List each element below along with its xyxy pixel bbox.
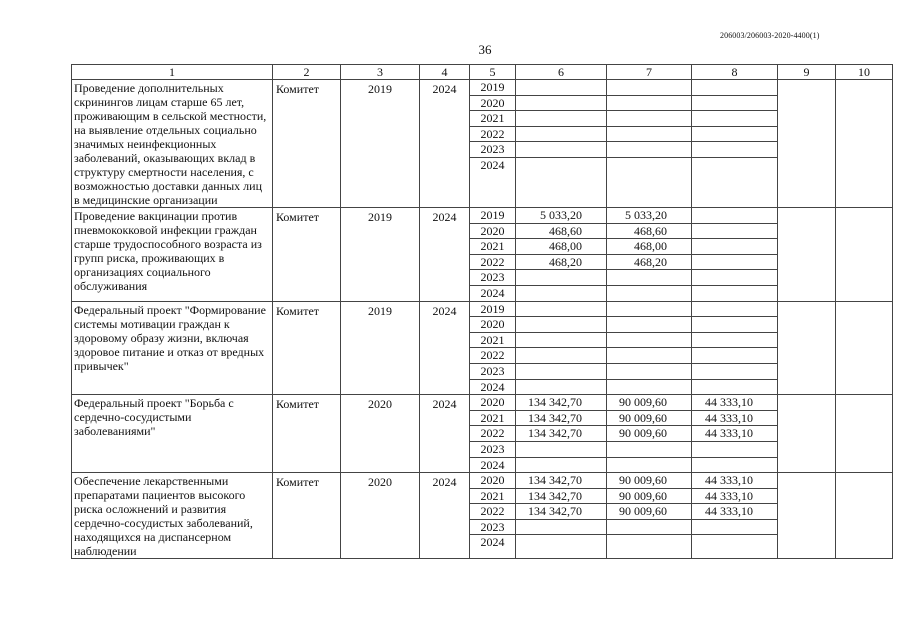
col7-list xyxy=(607,80,691,173)
col7-cell xyxy=(607,142,691,158)
years-cell: 2023 xyxy=(470,363,515,379)
years-cell: 2024 xyxy=(480,379,505,394)
col7-cell: 468,60 xyxy=(607,223,691,239)
years-cell: 2024 xyxy=(480,535,505,550)
col7-list xyxy=(607,302,691,395)
col-header: 8 xyxy=(692,65,778,80)
col8-cell xyxy=(692,457,777,472)
col7-cell xyxy=(607,285,691,300)
col6-cell xyxy=(516,379,606,394)
years-cell: 2022 xyxy=(470,126,515,142)
col6-cell xyxy=(516,317,606,333)
col7-cell xyxy=(607,301,692,395)
col7-cell: 90 009,60 xyxy=(607,410,691,426)
start-year-cell: 2019 xyxy=(341,301,420,395)
years-cell: 2021 xyxy=(470,488,515,504)
col7-cell xyxy=(607,535,691,550)
col8-cell: 44 333,10 xyxy=(692,504,777,520)
col8-cell xyxy=(692,223,777,239)
years-cell: 2020 xyxy=(470,95,515,111)
col8-list xyxy=(692,208,777,301)
col6-list xyxy=(516,302,606,395)
col-header: 3 xyxy=(341,65,420,80)
col8-cell xyxy=(692,126,777,142)
years-cell: 2022 xyxy=(470,254,515,270)
years-cell xyxy=(470,208,516,302)
col-header: 5 xyxy=(470,65,516,80)
end-year-cell: 2024 xyxy=(420,473,470,559)
executor-cell: Комитет xyxy=(273,80,341,208)
col8-cell xyxy=(692,301,778,395)
years-list xyxy=(470,395,515,472)
years-list xyxy=(470,473,515,550)
years-cell: 2021 xyxy=(470,410,515,426)
years-cell: 2023 xyxy=(470,519,515,535)
activity-name: Проведение дополнительных скринингов лицам старше 65 лет, проживающим в сельской местности, на выявление отдельных социально значимых неинфекционных заболеваний, оказывающих вклад в структуру смертности населения, с возможностью доставки данных лиц в медицинские организации xyxy=(72,80,273,208)
years-cell: 2023 xyxy=(470,441,515,457)
col8-cell xyxy=(692,519,777,535)
col6-list xyxy=(516,80,606,173)
col10-cell xyxy=(836,473,893,559)
col6-cell: 134 342,70 xyxy=(516,426,606,442)
col6-list xyxy=(516,395,606,472)
activity-name: Федеральный проект "Борьба с сердечно-сосудистыми заболеваниями" xyxy=(72,395,273,473)
years-cell xyxy=(470,395,516,473)
col8-cell xyxy=(692,363,777,379)
col7-cell xyxy=(607,332,691,348)
col6-cell: 5 033,20 xyxy=(516,208,606,223)
col7-cell: 90 009,60 xyxy=(607,473,691,488)
col7-cell xyxy=(607,363,691,379)
col7-cell xyxy=(607,111,691,127)
col6-cell xyxy=(516,363,606,379)
end-year-cell: 2024 xyxy=(420,395,470,473)
col7-cell xyxy=(607,80,692,208)
years-cell: 2022 xyxy=(470,504,515,520)
years-cell: 2023 xyxy=(470,270,515,286)
executor-cell: Комитет xyxy=(273,301,341,395)
col7-cell: 468,00 xyxy=(607,239,691,255)
col10-cell xyxy=(836,395,893,473)
page-number: 36 xyxy=(478,42,492,57)
table-row xyxy=(72,208,893,302)
col9-cell xyxy=(778,301,836,395)
table-row xyxy=(72,301,893,395)
years-cell: 2024 xyxy=(480,457,505,472)
years-cell: 2022 xyxy=(470,348,515,364)
activity-name: Обеспечение лекарственными препаратами пациентов высокого риска осложнений и развития сердечно-сосудистых заболеваний, находящихся на диспансерном наблюдении xyxy=(72,473,273,559)
years-cell: 2019 xyxy=(470,80,515,95)
col9-cell xyxy=(778,473,836,559)
col8-cell xyxy=(692,285,777,300)
col6-cell xyxy=(516,95,606,111)
col6-cell xyxy=(516,80,606,95)
col8-cell xyxy=(692,239,777,255)
col6-cell: 134 342,70 xyxy=(516,488,606,504)
col8-cell: 44 333,10 xyxy=(692,488,777,504)
col10-cell xyxy=(836,208,893,302)
col7-cell xyxy=(607,126,691,142)
col9-cell xyxy=(778,208,836,302)
col7-cell xyxy=(607,379,691,394)
col8-list xyxy=(692,473,777,550)
col10-cell xyxy=(836,301,893,395)
col6-cell xyxy=(516,302,606,317)
col6-cell xyxy=(516,270,606,286)
years-cell: 2020 xyxy=(470,317,515,333)
end-year-cell: 2024 xyxy=(420,301,470,395)
col8-cell xyxy=(692,302,777,317)
col8-cell xyxy=(692,254,777,270)
col8-cell xyxy=(692,208,778,302)
years-cell: 2019 xyxy=(470,302,515,317)
years-list xyxy=(470,302,515,395)
col6-cell: 134 342,70 xyxy=(516,473,606,488)
col7-cell xyxy=(607,270,691,286)
col8-cell xyxy=(692,157,777,172)
table-row xyxy=(72,80,893,208)
years-cell: 2024 xyxy=(480,285,505,300)
header-row xyxy=(72,65,893,80)
years-cell: 2019 xyxy=(470,208,515,223)
start-year-cell: 2020 xyxy=(341,473,420,559)
col7-cell xyxy=(607,157,691,172)
document-id: 206003/206003-2020-4400(1) xyxy=(720,31,820,40)
table-row xyxy=(72,395,893,473)
col7-cell xyxy=(607,473,692,559)
years-cell xyxy=(470,473,516,559)
executor-cell: Комитет xyxy=(273,473,341,559)
col8-cell: 44 333,10 xyxy=(692,410,777,426)
col6-cell xyxy=(516,285,606,300)
years-cell: 2020 xyxy=(470,395,515,410)
years-cell: 2023 xyxy=(470,142,515,158)
activity-name: Федеральный проект "Формирование системы мотивации граждан к здоровому образу жизни, включая здоровое питание и отказ от вредных привычек" xyxy=(72,301,273,395)
col8-cell xyxy=(692,473,778,559)
col-header: 2 xyxy=(273,65,341,80)
years-cell: 2021 xyxy=(470,239,515,255)
col-header: 7 xyxy=(607,65,692,80)
col6-cell: 468,20 xyxy=(516,254,606,270)
col8-cell xyxy=(692,80,777,95)
start-year-cell: 2020 xyxy=(341,395,420,473)
program-table xyxy=(71,64,893,559)
col8-cell xyxy=(692,348,777,364)
col7-cell: 5 033,20 xyxy=(607,208,691,223)
col7-cell xyxy=(607,302,691,317)
col8-cell xyxy=(692,332,777,348)
col8-cell xyxy=(692,395,778,473)
col8-cell: 44 333,10 xyxy=(692,426,777,442)
executor-cell: Комитет xyxy=(273,395,341,473)
col9-cell xyxy=(778,80,836,208)
col6-cell xyxy=(516,208,607,302)
col8-cell xyxy=(692,317,777,333)
end-year-cell: 2024 xyxy=(420,80,470,208)
col7-list xyxy=(607,395,691,472)
col6-cell xyxy=(516,519,606,535)
col6-cell xyxy=(516,332,606,348)
col8-cell: 44 333,10 xyxy=(692,473,777,488)
years-cell xyxy=(470,80,516,208)
col8-cell xyxy=(692,208,777,223)
col7-cell: 468,20 xyxy=(607,254,691,270)
col6-cell: 134 342,70 xyxy=(516,504,606,520)
col7-list xyxy=(607,208,691,301)
col6-cell xyxy=(516,348,606,364)
col6-cell xyxy=(516,126,606,142)
col6-cell xyxy=(516,441,606,457)
col6-cell: 468,60 xyxy=(516,223,606,239)
executor-cell: Комитет xyxy=(273,208,341,302)
col7-cell xyxy=(607,441,691,457)
col7-cell xyxy=(607,395,692,473)
col6-cell xyxy=(516,80,607,208)
col8-cell xyxy=(692,379,777,394)
col6-cell: 468,00 xyxy=(516,239,606,255)
col6-cell xyxy=(516,457,606,472)
col7-cell xyxy=(607,95,691,111)
col6-list xyxy=(516,473,606,550)
table-row xyxy=(72,473,893,559)
col7-cell xyxy=(607,457,691,472)
years-cell: 2021 xyxy=(470,111,515,127)
col6-cell xyxy=(516,535,606,550)
col8-cell xyxy=(692,80,778,208)
years-list xyxy=(470,208,515,301)
col7-cell xyxy=(607,519,691,535)
years-cell: 2020 xyxy=(470,473,515,488)
col10-cell xyxy=(836,80,893,208)
col7-list xyxy=(607,473,691,550)
col6-cell xyxy=(516,111,606,127)
col8-list xyxy=(692,302,777,395)
col-header: 6 xyxy=(516,65,607,80)
col6-cell xyxy=(516,395,607,473)
col-header: 10 xyxy=(836,65,893,80)
col6-cell xyxy=(516,157,606,172)
years-list xyxy=(470,80,515,173)
col8-list xyxy=(692,80,777,173)
col8-cell xyxy=(692,142,777,158)
col8-cell xyxy=(692,441,777,457)
col-header: 9 xyxy=(778,65,836,80)
end-year-cell: 2024 xyxy=(420,208,470,302)
col-header: 4 xyxy=(420,65,470,80)
col6-cell xyxy=(516,301,607,395)
col6-cell: 134 342,70 xyxy=(516,410,606,426)
years-cell: 2024 xyxy=(480,157,505,172)
col8-cell xyxy=(692,111,777,127)
years-cell: 2020 xyxy=(470,223,515,239)
col8-list xyxy=(692,395,777,472)
start-year-cell: 2019 xyxy=(341,208,420,302)
col9-cell xyxy=(778,395,836,473)
col7-cell: 90 009,60 xyxy=(607,395,691,410)
col7-cell xyxy=(607,208,692,302)
col6-list xyxy=(516,208,606,301)
col7-cell xyxy=(607,80,691,95)
col7-cell: 90 009,60 xyxy=(607,488,691,504)
col8-cell xyxy=(692,535,777,550)
col6-cell: 134 342,70 xyxy=(516,395,606,410)
col8-cell: 44 333,10 xyxy=(692,395,777,410)
col7-cell: 90 009,60 xyxy=(607,426,691,442)
col6-cell xyxy=(516,142,606,158)
col7-cell xyxy=(607,348,691,364)
col7-cell xyxy=(607,317,691,333)
activity-name: Проведение вакцинации против пневмококковой инфекции граждан старше трудоспособного возраста из групп риска, проживающих в организациях социального обслуживания xyxy=(72,208,273,302)
years-cell xyxy=(470,301,516,395)
start-year-cell: 2019 xyxy=(341,80,420,208)
col8-cell xyxy=(692,95,777,111)
col7-cell: 90 009,60 xyxy=(607,504,691,520)
col8-cell xyxy=(692,270,777,286)
col6-cell xyxy=(516,473,607,559)
col-header: 1 xyxy=(72,65,273,80)
years-cell: 2021 xyxy=(470,332,515,348)
years-cell: 2022 xyxy=(470,426,515,442)
